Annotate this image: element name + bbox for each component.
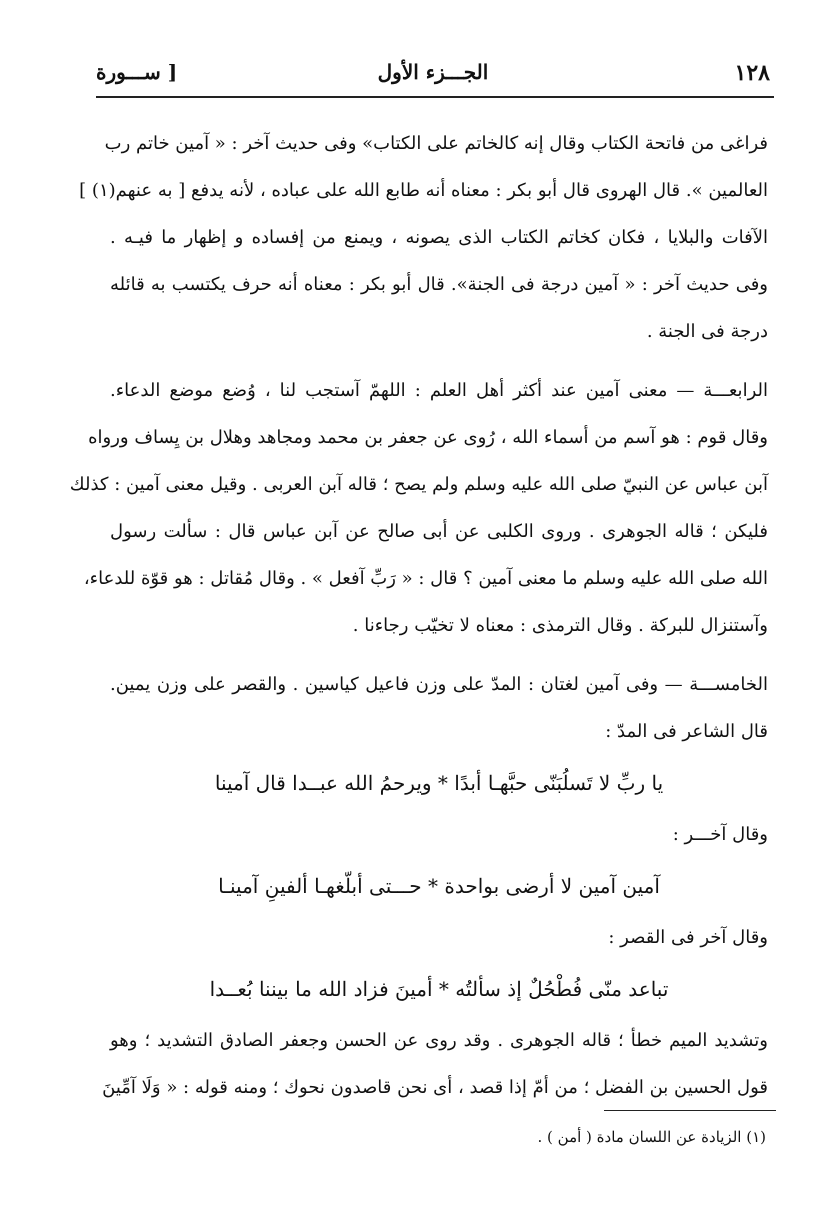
text-line: الرابعـــة — معنى آمين عند أكثر أهل العلم : اللهمّ آستجب لنا ، وُضع موضع الدعاء. [110, 380, 768, 401]
text-line: وقال آخر فى القصر : [608, 927, 768, 948]
text-line: وقال آخـــر : [672, 824, 768, 845]
text-line: الخامســـة — وفى آمين لغتان : المدّ على وزن فاعيل كياسين . والقصر على وزن يمين. [110, 674, 768, 695]
poetry-verse-2: آمين آمين لا أرضى بواحدة * حـــتى أبلّغهـا ألفينِ آمينـا [218, 874, 660, 898]
text-line: آبن عباس عن النبيّ صلى الله عليه وسلم ولم يصح ؛ قاله آبن العربى . وقيل معنى آمين : كذلك [69, 474, 768, 495]
text-line: الآفات والبلايا ، فكان كخاتم الكتاب الذى يصونه ، ويمنع من إفساده و إظهار ما فيـه . [110, 227, 768, 248]
running-header [96, 58, 770, 92]
page-number: ١٢٨ [734, 60, 770, 86]
sura-label: [ ســـورة [96, 60, 178, 84]
poetry-verse-1: يا ربِّ لا تَسلُبَنّى حبَّهـا أبدًا * ويرحمُ الله عبــدا قال آمينا [214, 771, 664, 795]
text-line: العالمين ». قال الهروى قال أبو بكر : معناه أنه طابع الله على عباده ، لأنه يدفع [ به عنهم(١) ] [79, 180, 768, 201]
text-line: قول الحسين بن الفضل ؛ من أمّ إذا قصد ، أى نحن قاصدون نحوك ؛ ومنه قوله : « وَلَا آمِّينَ [102, 1077, 768, 1098]
text-line: وفى حديث آخر : « آمين درجة فى الجنة». قال أبو بكر : معناه أنه حرف يكتسب به قائله [110, 274, 768, 295]
text-line: فليكن ؛ قاله الجوهرى . وروى الكلبى عن أبى صالح عن آبن عباس قال : سألت رسول [110, 521, 768, 542]
text-line: الله صلى الله عليه وسلم ما معنى آمين ؟ قال : « رَبِّ آفعل » . وقال مُقاتل : هو قوّة للدعاء، [83, 568, 768, 589]
text-line: فراغى من فاتحة الكتاب وقال إنه كالخاتم على الكتاب» وفى حديث آخر : « آمين خاتم رب [104, 133, 768, 154]
text-line: وتشديد الميم خطأ ؛ قاله الجوهرى . وقد روى عن الحسن وجعفر الصادق التشديد ؛ وهو [110, 1030, 768, 1051]
paragraph-1 [79, 120, 768, 355]
paragraph-3 [110, 661, 768, 755]
text-line: وآستنزال للبركة . وقال الترمذى : معناه لا تخيّب رجاءنا . [352, 615, 768, 636]
poetry-verse-3: تباعد منّى فُطْحُلٌ إذ سألتُه * أمينَ فزاد الله ما بيننا بُعــدا [209, 977, 669, 1001]
footnote-rule [604, 1110, 776, 1111]
text-line: وقال قوم : هو آسم من أسماء الله ، رُوى عن جعفر بن محمد ومجاهد وهلال بن يِساف ورواه [88, 427, 768, 448]
paragraph-2 [69, 367, 768, 649]
page-body [69, 120, 768, 1111]
text-line: درجة فى الجنة . [646, 321, 768, 342]
text-line: قال الشاعر فى المدّ : [605, 721, 768, 742]
footnote: (١) الزيادة عن اللسان مادة ( أمن ) . [537, 1128, 766, 1146]
header-rule [96, 96, 774, 98]
part-title: الجـــزء الأول [377, 60, 489, 84]
